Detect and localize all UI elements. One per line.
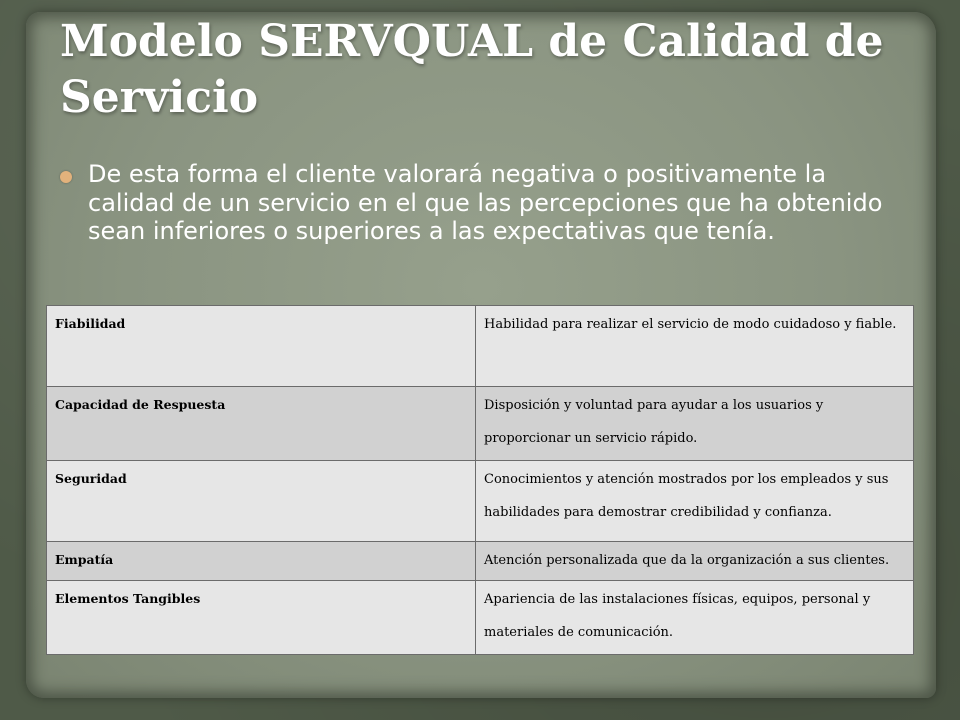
dimension-description: Conocimientos y atención mostrados por los empleados y sus habilidades para demostrar credibilidad y confianza. <box>476 461 914 542</box>
dimension-description: Apariencia de las instalaciones físicas, equipos, personal y materiales de comunicación. <box>476 581 914 655</box>
dimension-name: Fiabilidad <box>47 306 476 387</box>
dimension-description: Habilidad para realizar el servicio de modo cuidadoso y fiable. <box>476 306 914 387</box>
dimension-description: Atención personalizada que da la organización a sus clientes. <box>476 542 914 581</box>
table-row <box>47 542 914 581</box>
table-row <box>47 461 914 542</box>
table-row <box>47 581 914 655</box>
bullet-point <box>60 160 910 246</box>
bullet-dot-icon <box>60 171 72 183</box>
dimension-description: Disposición y voluntad para ayudar a los usuarios y proporcionar un servicio rápido. <box>476 387 914 461</box>
dimension-name: Capacidad de Respuesta <box>47 387 476 461</box>
table-row <box>47 387 914 461</box>
table-row <box>47 306 914 387</box>
servqual-dimensions-table <box>46 305 914 655</box>
dimension-name: Elementos Tangibles <box>47 581 476 655</box>
bullet-text: De esta forma el cliente valorará negativa o positivamente la calidad de un servicio en el que las percepciones que ha obtenido sean inferiores o superiores a las expectativas que tenía. <box>88 160 883 245</box>
dimension-name: Seguridad <box>47 461 476 542</box>
dimension-name: Empatía <box>47 542 476 581</box>
slide-title: Modelo SERVQUAL de Calidad de Servicio <box>60 16 884 123</box>
